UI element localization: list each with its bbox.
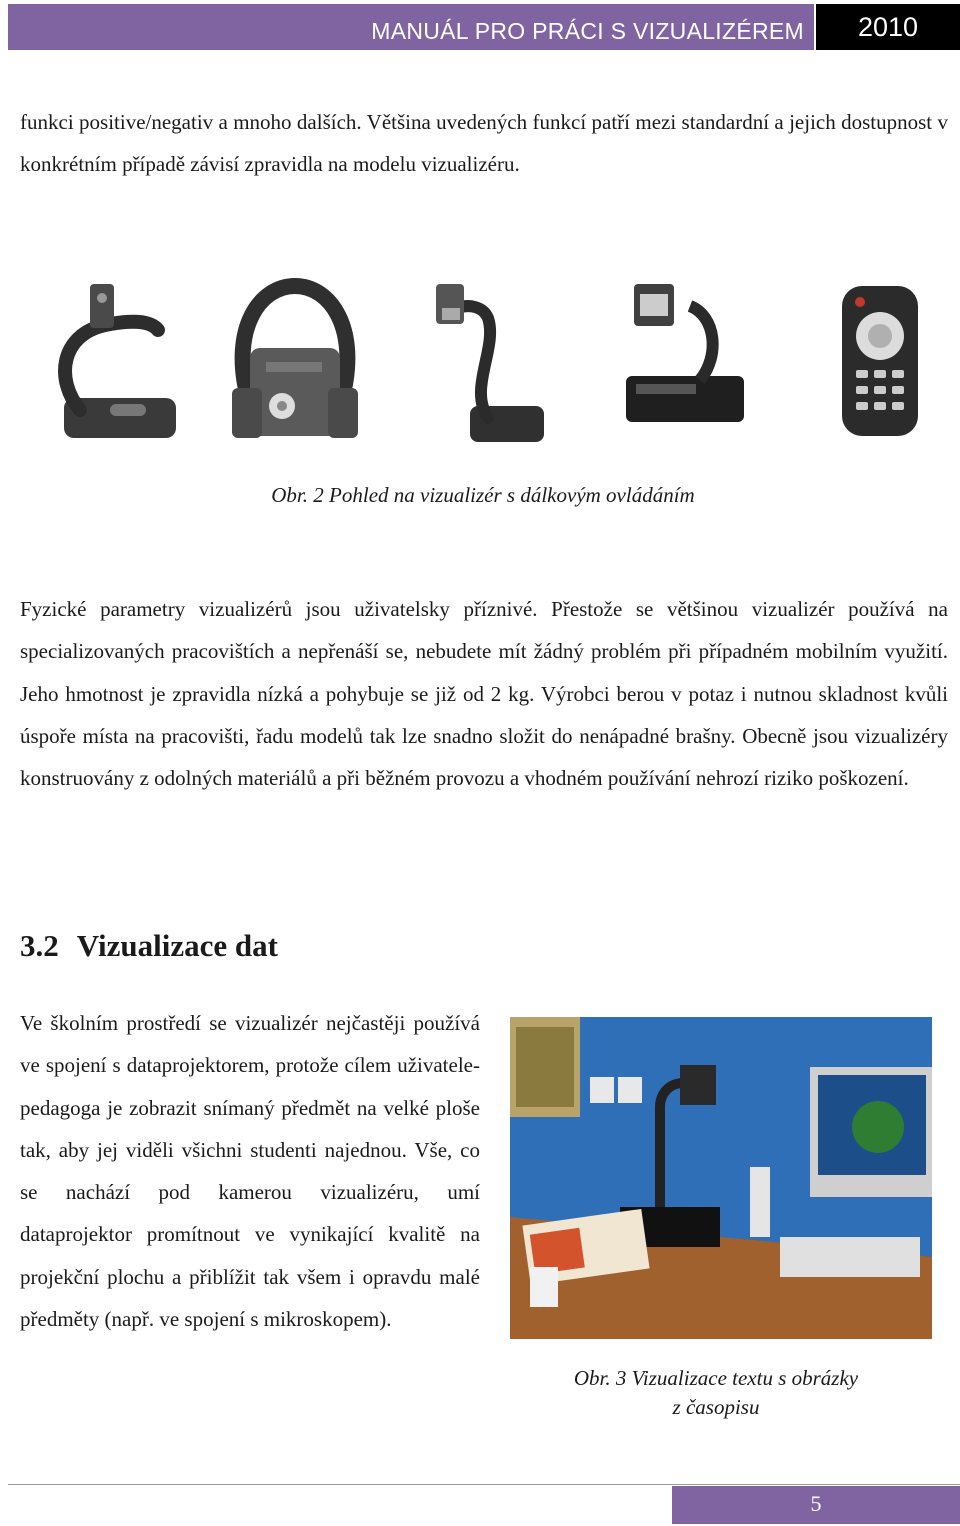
page-number: 5 [672,1486,960,1524]
physical-parameters-paragraph: Fyzické parametry vizualizérů jsou uživatelsky příznivé. Přestože se většinou vizualizér používá na specializovaných pracovištích a nepřenáší se, nebudete mít žádný problém při případném mobilním využití. Jeho hmotnost je zpravidla nízká a pohybuje se již od 2 kg. Výrobci berou v potaz i nutnou skladnost kvůli úspoře místa na pracovišti, řadu modelů tak lze snadno složit do nenápadné brašny. Obecně jsou vizualizéry konstruovány z odolných materiálů a při běžném provozu a vhodném používání nehrozí riziko poškození. [20,597,948,791]
footer-divider [8,1484,960,1485]
figure-2-caption: Obr. 2 Pohled na vizualizér s dálkovým ovládáním [271,483,695,507]
visualizer-image-3 [428,278,548,444]
figure-3-caption-line1: Obr. 3 Vizualizace textu s obrázky [573,1366,859,1390]
intro-paragraph: funkci positive/negativ a mnoho dalších. Většina uvedených funkcí patří mezi standardní a jejich dostupnost v konkrétním případě závisí zpravidla na modelu vizualizéru. [20,110,948,177]
visualizer-image-4 [620,276,750,444]
header-title: MANUÁL PRO PRÁCI S VIZUALIZÉREM [371,18,804,44]
header-year: 2010 [816,4,960,50]
header-bar [8,4,814,50]
visualizer-image-2 [220,278,370,444]
remote-control-image [836,282,926,442]
figure-3-caption-line2: z časopisu [672,1395,760,1419]
visualizer-image-1 [50,280,180,444]
school-usage-paragraph: Ve školním prostředí se vizualizér nejčastěji používá ve spojení s dataprojektorem, protože cílem uživatele-pedagoga je zobrazit snímaný předmět na velké ploše tak, aby jej viděli všichni studenti najednou. Vše, co se nachází pod kamerou vizualizéru, umí dataprojektor promítnout ve vynikající kvalitě na projekční plochu a přiblížit tak všem i opravdu malé předměty (např. ve spojení s mikroskopem). [20,1011,480,1332]
figure-2-devices [20,276,948,446]
figure-3-caption [510,1364,922,1422]
section-heading [20,928,278,964]
section-number: 3.2 [20,928,59,963]
section-title: Vizualizace dat [76,928,278,963]
classroom-visualizer-photo [510,1017,932,1339]
